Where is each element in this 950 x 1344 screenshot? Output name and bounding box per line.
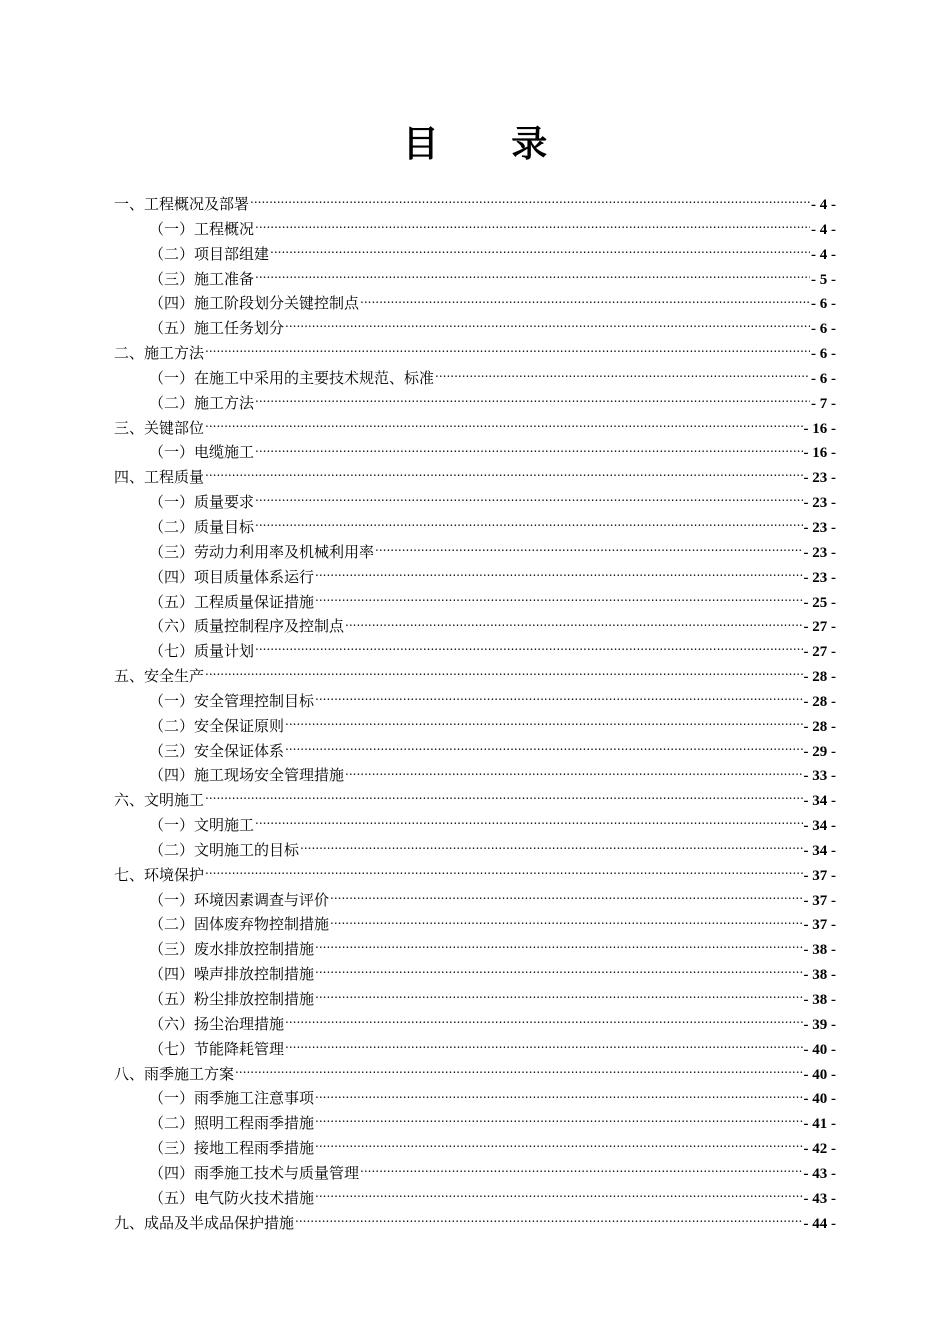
toc-page-number: - 40 -	[803, 1066, 836, 1083]
toc-page-number: - 16 -	[803, 445, 836, 462]
toc-dot-leader	[360, 293, 810, 308]
toc-subentry[interactable]	[114, 1186, 836, 1211]
toc-page-number: - 38 -	[803, 992, 836, 1008]
toc-entry-text: （二）施工方法	[149, 393, 255, 412]
toc-dot-leader	[285, 1039, 802, 1054]
toc-subentry[interactable]	[114, 813, 836, 838]
toc-subentry[interactable]	[114, 1037, 836, 1062]
toc-page-number: - 7 -	[811, 395, 836, 412]
toc-page-number: - 6 -	[811, 296, 836, 313]
toc-page-number: - 34 -	[803, 818, 836, 835]
toc-dot-leader	[295, 1213, 802, 1228]
toc-entry-text: （六）质量控制程序及控制点	[149, 617, 345, 636]
toc-entry-text: （四）施工阶段划分关键控制点	[149, 294, 360, 313]
toc-page-number: - 27 -	[803, 619, 836, 636]
toc-entry-text: （四）项目质量体系运行	[149, 567, 315, 586]
toc-entry-text: （一）质量要求	[149, 493, 255, 512]
toc-dot-leader	[315, 939, 802, 954]
toc-dot-leader	[285, 741, 802, 756]
toc-page-number: - 6 -	[811, 370, 836, 387]
toc-page-number: - 43 -	[803, 1165, 836, 1182]
toc-entry-text: （三）安全保证体系	[149, 741, 285, 760]
toc-entry-text: 七、环境保护	[114, 865, 205, 884]
toc-subentry[interactable]	[114, 440, 836, 465]
toc-subentry[interactable]	[114, 937, 836, 962]
toc-page-number: - 39 -	[803, 1016, 836, 1033]
toc-page-number: - 28 -	[803, 669, 836, 686]
toc-page-number: - 25 -	[803, 594, 836, 611]
toc-dot-leader	[285, 716, 802, 731]
toc-title: 目 录	[402, 123, 578, 165]
toc-subentry[interactable]	[114, 490, 836, 515]
toc-entry-text: （七）质量计划	[149, 642, 255, 661]
toc-subentry[interactable]	[114, 291, 836, 316]
toc-entry-text: （二）照明工程雨季措施	[149, 1114, 315, 1133]
toc-entry-text: （五）工程质量保证措施	[149, 592, 315, 611]
toc-page-number: - 4 -	[811, 246, 836, 263]
toc-entry-text: （四）噪声排放控制措施	[149, 965, 315, 984]
toc-entry[interactable]	[114, 416, 836, 441]
toc-dot-leader	[285, 318, 810, 333]
toc-dot-leader	[330, 914, 802, 929]
toc-dot-leader	[315, 964, 802, 979]
toc-subentry[interactable]	[114, 1161, 836, 1186]
toc-subentry[interactable]	[114, 217, 836, 242]
toc-dot-leader	[315, 989, 802, 1004]
toc-dot-leader	[255, 641, 802, 656]
toc-subentry[interactable]	[114, 1086, 836, 1111]
toc-entry-text: （三）接地工程雨季措施	[149, 1139, 315, 1158]
toc-dot-leader	[255, 269, 810, 284]
toc-dot-leader	[285, 1014, 802, 1029]
toc-subentry[interactable]	[114, 515, 836, 540]
toc-subentry[interactable]	[114, 590, 836, 615]
toc-entry-text: 五、安全生产	[114, 667, 205, 686]
toc-subentry[interactable]	[114, 987, 836, 1012]
toc-entry-text: 二、施工方法	[114, 344, 205, 363]
toc-entry-text: （一）文明施工	[149, 816, 255, 835]
toc-entry-text: （三）施工准备	[149, 269, 255, 288]
toc-entry-text: （五）施工任务划分	[149, 319, 285, 338]
toc-dot-leader	[205, 343, 810, 358]
toc-dot-leader	[205, 865, 802, 880]
toc-entry[interactable]	[114, 788, 836, 813]
toc-page-number: - 4 -	[811, 221, 836, 238]
toc-subentry[interactable]	[114, 962, 836, 987]
toc-page-number: - 16 -	[803, 420, 836, 437]
toc-dot-leader	[205, 790, 802, 805]
toc-page-number: - 27 -	[803, 644, 836, 661]
toc-dot-leader	[345, 616, 802, 631]
toc-page-number: - 5 -	[811, 271, 836, 288]
toc-dot-leader	[255, 219, 810, 234]
toc-entry-text: 八、雨季施工方案	[114, 1064, 235, 1083]
toc-dot-leader	[270, 244, 810, 259]
toc-page-number: - 37 -	[803, 917, 836, 934]
toc-entry-text: （二）安全保证原则	[149, 716, 285, 735]
toc-subentry[interactable]	[114, 912, 836, 937]
toc-entry-text: （一）工程概况	[149, 219, 255, 238]
toc-page-number: - 6 -	[811, 346, 836, 363]
toc-page-number: - 29 -	[803, 743, 836, 760]
toc-entry-text: 四、工程质量	[114, 468, 205, 487]
toc-subentry[interactable]	[114, 267, 836, 292]
toc-entry-text: （五）电气防火技术措施	[149, 1188, 315, 1207]
toc-subentry[interactable]	[114, 838, 836, 863]
toc-entry-text: （二）项目部组建	[149, 244, 270, 263]
toc-entry-text: （一）安全管理控制目标	[149, 691, 315, 710]
toc-page-number: - 34 -	[803, 793, 836, 810]
toc-dot-leader	[315, 1138, 802, 1153]
toc-entry-text: （五）粉尘排放控制措施	[149, 990, 315, 1008]
toc-dot-leader	[315, 567, 802, 582]
toc-subentry[interactable]	[114, 1111, 836, 1136]
toc-entry-text: （六）扬尘治理措施	[149, 1014, 285, 1033]
toc-entry-text: （一）在施工中采用的主要技术规范、标准	[149, 368, 435, 387]
toc-entry-text: 六、文明施工	[114, 791, 205, 810]
toc-entry[interactable]	[114, 1211, 836, 1236]
toc-page-number: - 40 -	[803, 1041, 836, 1058]
toc-dot-leader	[345, 765, 802, 780]
toc-page-number: - 43 -	[803, 1190, 836, 1207]
toc-subentry[interactable]	[114, 1136, 836, 1161]
toc-dot-leader	[255, 393, 810, 408]
toc-subentry[interactable]	[114, 689, 836, 714]
toc-entry-text: （四）施工现场安全管理措施	[149, 766, 345, 785]
toc-entry-text: （七）节能降耗管理	[149, 1039, 285, 1058]
toc-dot-leader	[250, 194, 810, 209]
toc-page-number: - 23 -	[803, 495, 836, 512]
toc-dot-leader	[315, 592, 802, 607]
toc-entry-text: （一）电缆施工	[149, 443, 255, 462]
toc-page-number: - 33 -	[803, 768, 836, 785]
toc-entry-text: （一）雨季施工注意事项	[149, 1089, 315, 1108]
toc-dot-leader	[205, 666, 802, 681]
toc-page-number: - 4 -	[811, 197, 836, 213]
toc-dot-leader	[435, 368, 810, 383]
toc-subentry[interactable]	[114, 540, 836, 565]
toc-page-number: - 40 -	[803, 1091, 836, 1108]
toc-page-number: - 41 -	[803, 1116, 836, 1133]
toc-dot-leader	[360, 1163, 802, 1178]
toc-entry-text: （四）雨季施工技术与质量管理	[149, 1163, 360, 1182]
toc-dot-leader	[255, 492, 802, 507]
toc-page-number: - 37 -	[803, 892, 836, 909]
toc-entry-text: （二）文明施工的目标	[149, 840, 300, 859]
toc-entry[interactable]	[114, 863, 836, 888]
toc-entry[interactable]	[114, 192, 836, 217]
toc-subentry[interactable]	[114, 888, 836, 913]
toc-entry-text: 九、成品及半成品保护措施	[114, 1213, 295, 1232]
toc-entry[interactable]	[114, 664, 836, 689]
toc-subentry[interactable]	[114, 763, 836, 788]
toc-page-number: - 38 -	[803, 967, 836, 984]
toc-dot-leader	[205, 467, 802, 482]
toc-dot-leader	[315, 1088, 802, 1103]
toc-page-number: - 23 -	[803, 569, 836, 586]
toc-subentry[interactable]	[114, 565, 836, 590]
toc-entry-text: 一、工程概况及部署	[114, 195, 250, 213]
toc-list	[114, 192, 836, 1235]
toc-entry[interactable]	[114, 341, 836, 366]
toc-entry-text: （三）废水排放控制措施	[149, 940, 315, 959]
toc-page-number: - 28 -	[803, 718, 836, 735]
toc-dot-leader	[300, 840, 802, 855]
toc-dot-leader	[315, 1113, 802, 1128]
toc-dot-leader	[330, 890, 802, 905]
toc-entry[interactable]	[114, 465, 836, 490]
toc-dot-leader	[205, 418, 802, 433]
toc-dot-leader	[375, 542, 802, 557]
toc-subentry[interactable]	[114, 739, 836, 764]
toc-page-number: - 6 -	[811, 321, 836, 338]
toc-page-number: - 34 -	[803, 842, 836, 859]
toc-entry[interactable]	[114, 1062, 836, 1087]
toc-entry-text: （二）固体废弃物控制措施	[149, 915, 330, 934]
toc-dot-leader	[255, 815, 802, 830]
toc-dot-leader	[235, 1064, 802, 1079]
toc-subentry[interactable]	[114, 714, 836, 739]
toc-dot-leader	[315, 691, 802, 706]
toc-subentry[interactable]	[114, 316, 836, 341]
toc-subentry[interactable]	[114, 639, 836, 664]
toc-subentry[interactable]	[114, 366, 836, 391]
toc-page-number: - 23 -	[803, 470, 836, 487]
toc-entry-text: （二）质量目标	[149, 517, 255, 536]
toc-entry-text: （一）环境因素调查与评价	[149, 890, 330, 909]
toc-page-number: - 28 -	[803, 693, 836, 710]
toc-dot-leader	[255, 517, 802, 532]
toc-subentry[interactable]	[114, 614, 836, 639]
toc-dot-leader	[315, 1188, 802, 1203]
toc-page-number: - 44 -	[803, 1215, 836, 1232]
toc-page-number: - 23 -	[803, 544, 836, 561]
toc-page-number: - 38 -	[803, 942, 836, 959]
toc-entry-text: 三、关键部位	[114, 418, 205, 437]
toc-entry-text: （三）劳动力利用率及机械利用率	[149, 542, 375, 561]
toc-page-number: - 42 -	[803, 1141, 836, 1158]
toc-subentry[interactable]	[114, 1012, 836, 1037]
toc-page-number: - 23 -	[803, 519, 836, 536]
toc-subentry[interactable]	[114, 242, 836, 267]
toc-dot-leader	[255, 442, 802, 457]
toc-subentry[interactable]	[114, 391, 836, 416]
toc-page-number: - 37 -	[803, 867, 836, 884]
